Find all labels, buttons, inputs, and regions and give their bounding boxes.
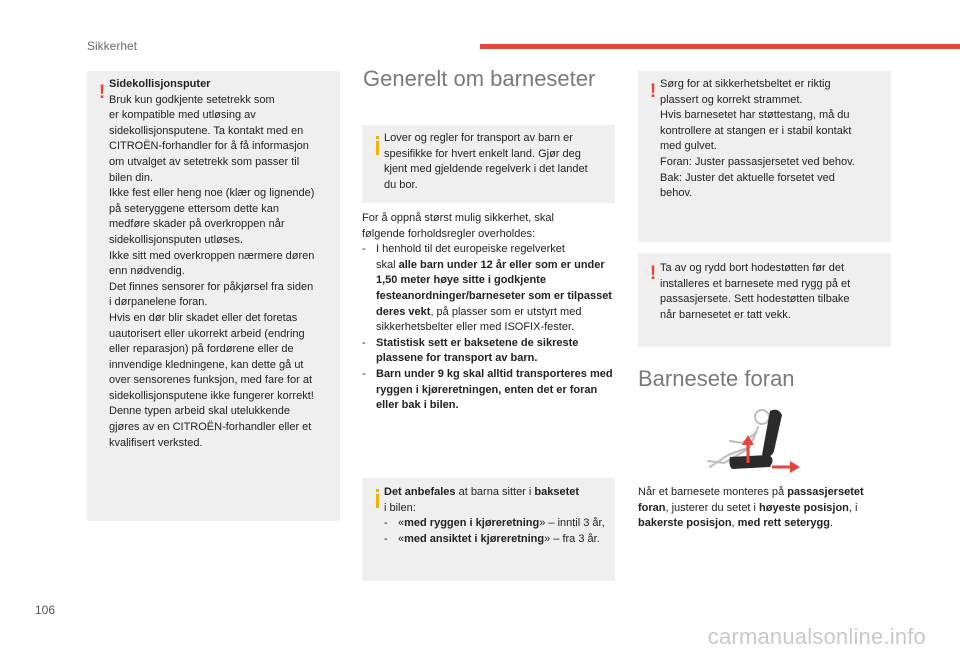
- info-icon: [370, 488, 384, 508]
- text-line: eller reparasjon) på fordørene eller de: [109, 343, 294, 356]
- text-line: Denne typen arbeid skal utelukkende: [109, 405, 291, 418]
- text-line: uautorisert eller ukorrekt arbeid (endring: [109, 327, 305, 340]
- text-line: spesifikke for hvert enkelt land. Gjør deg: [384, 147, 581, 160]
- section-title-front-child-seat: Barnesete foran: [638, 366, 795, 391]
- header-accent-bar: [480, 44, 960, 49]
- text-line: Det finnes sensorer for påkjørsel fra siden: [109, 280, 314, 293]
- warning-title: Sidekollisjonsputer: [109, 78, 211, 90]
- text-line: på seteryggene ettersom dette kan: [109, 202, 279, 215]
- watermark: carmanualsonline.info: [707, 624, 926, 649]
- warning-text: [109, 93, 337, 452]
- text-line: om utvalget av setetrekk som passer til: [109, 155, 300, 168]
- text-line: CITROËN-forhandler for å få informasjon: [109, 140, 309, 153]
- recommendation-text: Det anbefales at barna sitter i baksetet i bilen: - «med ryggen i kjøreretning» – inntil 3 år, - «med ansiktet i kjøreretning» – fra 3 år.: [384, 486, 605, 545]
- text-line: plassert og korrekt strammet.: [660, 93, 803, 106]
- text-line: du bor.: [384, 178, 418, 191]
- text-line: Foran: Juster passasjersetet ved behov.: [660, 155, 855, 168]
- page-number: 106: [35, 603, 56, 617]
- seat-cushion: [729, 455, 772, 469]
- section-title-child-seats: Generelt om barneseter: [363, 66, 596, 91]
- list-item: - I henhold til det europeiske regelverket skal alle barn under 12 år eller som er under 1,50 meter høye sitte i godkjente festeanordninger/barneseter som er tilpasset deres vekt, på plasser som er utstyrt med sikkerhetsbelter eller med ISOFIX-fester.: [362, 243, 612, 334]
- text-line: er kompatible med utløsing av: [109, 109, 256, 122]
- precautions-text: [362, 211, 618, 414]
- text-line: behov.: [660, 187, 693, 200]
- text-line: Ikke sitt med overkroppen nærmere døren: [109, 249, 315, 262]
- seatbelt-warning-box: [638, 71, 891, 242]
- side-airbag-warning-box: [87, 71, 340, 521]
- seat-adjustment-illustration: [700, 405, 804, 477]
- text-line: Ikke fest eller heng noe (klær og lignende): [109, 187, 315, 200]
- text-line: installeres et barnesete med rygg på et: [660, 277, 851, 290]
- text-line: Bak: Juster det aktuelle forsetet ved: [660, 171, 835, 184]
- warning-icon: !: [98, 81, 106, 103]
- warning-text: [660, 77, 888, 202]
- text-line: sidekollisjonsputen utløses.: [109, 233, 243, 246]
- text-line: Ta av og rydd bort hodestøtten før det: [660, 262, 845, 274]
- list-item: - Barn under 9 kg skal alltid transporteres med ryggen i kjøreretningen, enten det er foran eller bak i bilen.: [362, 367, 613, 412]
- intro-line-2: følgende forholdsregler overholdes:: [362, 227, 536, 240]
- headrest-warning-box: [638, 253, 891, 347]
- text-line: sidekollisjonsputene ikke fungerer korrekt!: [109, 389, 314, 402]
- text-line: Hvis en dør blir skadet eller det foretas: [109, 311, 298, 324]
- text-line: kontrollere at stangen er i stabil kontakt: [660, 124, 852, 137]
- text-line: gjøres av en CITROËN-forhandler eller et: [109, 421, 312, 434]
- info-box-regulations: [362, 125, 615, 203]
- info-icon: [370, 135, 384, 155]
- warning-icon: !: [649, 80, 657, 102]
- text-line: medføre skader på overkroppen når: [109, 218, 285, 231]
- text-line: passasjersete. Sett hodestøtten tilbake: [660, 293, 850, 306]
- list-item: - Statistisk sett er baksetene de sikreste plassene for transport av barn.: [362, 336, 579, 365]
- text-line: innvendige kledningene, kan dette gå ut: [109, 358, 304, 371]
- text-line: kvalifisert verksted.: [109, 436, 203, 449]
- seat-back: [762, 410, 782, 457]
- text-line: Lover og regler for transport av barn er: [384, 132, 573, 144]
- warning-icon: !: [649, 262, 657, 284]
- text-line: kjent med gjeldende regelverk i det landet: [384, 163, 588, 176]
- text-line: i dørpanelene foran.: [109, 296, 208, 309]
- text-line: med gulvet.: [660, 140, 717, 153]
- text-line: over sensorenes funksjon, med fare for at: [109, 374, 312, 387]
- info-box-recommendation: [362, 478, 615, 581]
- text-line: Sørg for at sikkerhetsbeltet er riktig: [660, 78, 831, 90]
- text-line: sidekollisjonsputene. Ta kontakt med en: [109, 124, 304, 137]
- text-line: når barnesetet er tatt vekk.: [660, 308, 791, 321]
- info-text: [384, 131, 612, 193]
- text-line: bilen din.: [109, 171, 154, 184]
- warning-text: [660, 261, 888, 323]
- front-seat-instructions: Når et barnesete monteres på passasjersetet foran, justerer du setet i høyeste posisjon, i bakerste posisjon, med rett seterygg.: [638, 486, 864, 530]
- head-outline: [755, 410, 769, 424]
- text-line: Bruk kun godkjente setetrekk som: [109, 93, 275, 106]
- text-line: Hvis barnesetet har støttestang, må du: [660, 109, 850, 122]
- intro-line-1: For å oppnå størst mulig sikkerhet, skal: [362, 212, 554, 224]
- section-label: Sikkerhet: [87, 39, 138, 53]
- text-line: enn nødvendig.: [109, 265, 185, 278]
